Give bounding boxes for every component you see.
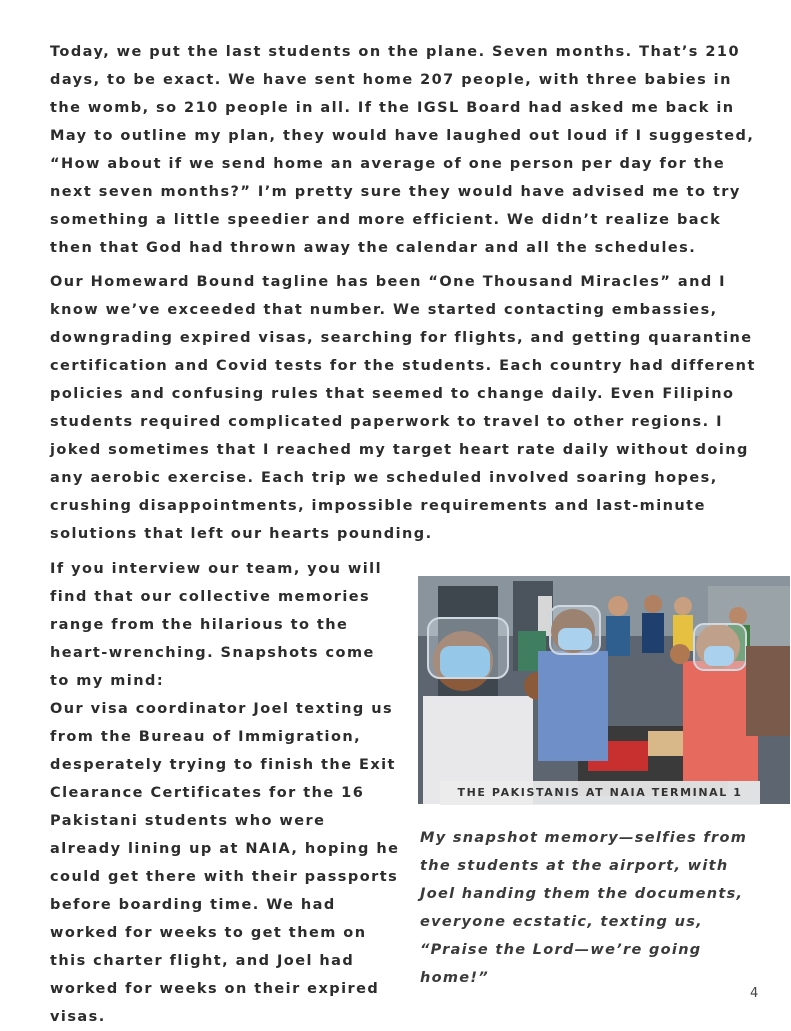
paragraph-snapshots [50,555,400,1031]
airport-photo-illustration [418,576,790,804]
paragraph-snapshots-intro: If you interview our team, you will find that our collective memories range from the hilarious to the heart-wrenching. Snapshots come to my mind: [50,561,382,689]
paragraph-miracles: Our Homeward Bound tagline has been “One Thousand Miracles” and I know we’ve exceeded that number. We started contacting embassies, downgrading expired visas, searching for flights, and getting quarantine certification and Covid tests for the students. Each country had different policies and confusing rules that seemed to change daily. Even Filipino students required complicated paperwork to travel to other regions. I joked sometimes that I reached my target heart rate daily without doing any aerobic exercise. Each trip we scheduled involved soaring hopes, crushing disappointments, impossible requirements and last-minute solutions that left our hearts pounding. [50,274,756,542]
photo-side-caption: My snapshot memory—selfies from the students at the airport, with Joel handing them the documents, everyone ecstatic, texting us, “Praise the Lord—we’re going home!” [420,830,748,986]
photo-caption: THE PAKISTANIS AT NAIA TERMINAL 1 [440,781,760,805]
paragraph-snapshots-joel: Our visa coordinator Joel texting us from the Bureau of Immigration, desperately trying to finish the Exit Clearance Certificates for the 16 Pakistani students who were already lining up at NAIA, hoping he could get there with their passports before boarding time. We had worked for weeks to get them on this charter flight, and Joel had worked for weeks on their expired visas. [50,701,400,1025]
airport-photo [418,576,790,804]
paragraph-intro: Today, we put the last students on the plane. Seven months. That’s 210 days, to be exact. We have sent home 207 people, with three babies in the womb, so 210 people in all. If the IGSL Board had asked me back in May to outline my plan, they would have laughed out loud if I suggested, “How about if we send home an average of one person per day for the next seven months?” I’m pretty sure they would have advised me to try something a little speedier and more efficient. We didn’t realize back then that God had thrown away the calendar and all the schedules. [50,44,755,256]
page-number: 4 [750,986,759,1001]
